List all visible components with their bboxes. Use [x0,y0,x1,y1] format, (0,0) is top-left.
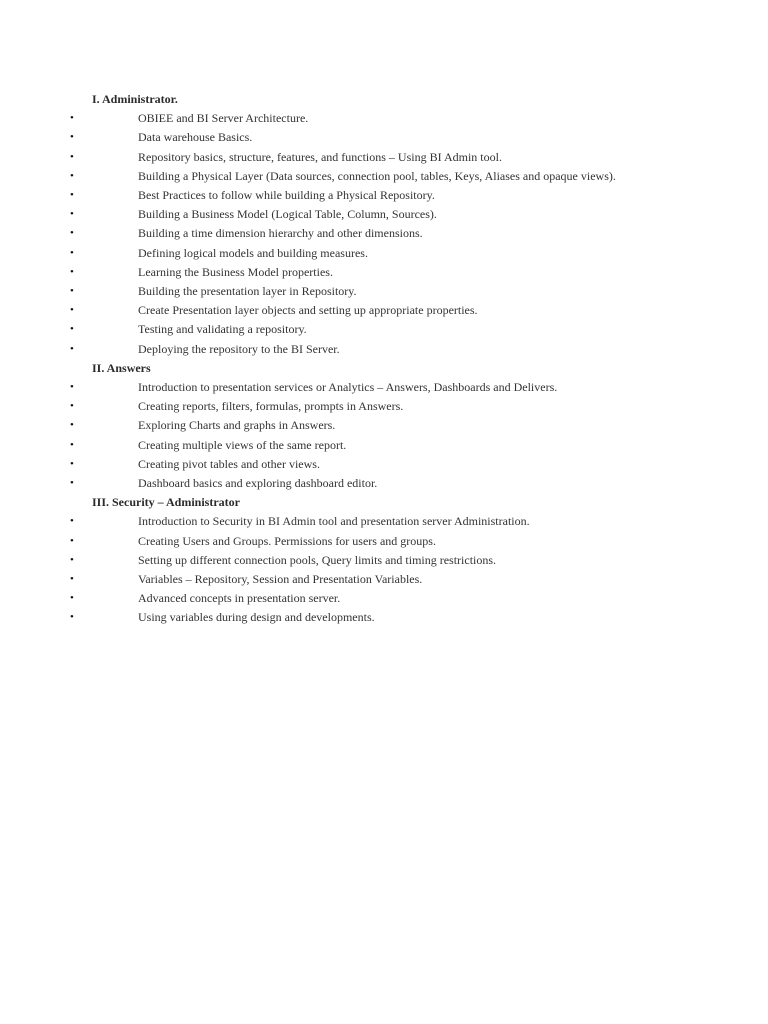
list-item-text: Introduction to Security in BI Admin tool and presentation server Administration. [138,514,530,529]
list-item [0,378,768,397]
bullet-icon: • [70,400,74,413]
bullet-icon: • [70,457,74,470]
bullet-icon: • [70,112,74,125]
list-item-text: Learning the Business Model properties. [138,264,333,279]
section-heading-security: III. Security – Administrator [92,495,240,510]
bullet-icon: • [70,323,74,336]
list-item-text: Best Practices to follow while building a Physical Repository. [138,188,435,202]
bullet-icon: • [70,150,74,163]
bullet-icon: • [70,131,74,144]
list-item-text: OBIEE and BI Server Architecture. [138,111,309,126]
list-item-text: Deploying the repository to the BI Server. [138,341,340,356]
list-item-text: Building a Business Model (Logical Table, Column, Sources). [138,207,437,222]
list-item [0,224,768,243]
list-item [0,589,768,608]
bullet-icon: • [70,534,74,547]
list-item-text: Setting up different connection pools, Query limits and timing restrictions. [138,552,497,567]
list-item-text: Data warehouse Basics. [138,130,253,145]
list-item-text: Using variables during design and developments. [138,610,375,625]
bullet-icon: • [70,419,74,432]
list-item [0,148,768,167]
list-item [0,244,768,263]
list-item [0,186,768,205]
bullet-icon: • [70,592,74,605]
list-item-text: Repository basics, structure, features, and functions – Using BI Admin tool. [138,149,502,164]
list-item [0,551,768,570]
bullet-icon: • [70,227,74,240]
list-item-text: Building a Physical Layer (Data sources, connection pool, tables, Keys, Aliases and opaque views). [138,168,616,183]
list-item-text: Creating multiple views of the same report. [138,437,347,452]
bullet-icon: • [70,611,74,624]
list-item [0,205,768,224]
list-item-text: Create Presentation layer objects and setting up appropriate properties. [138,303,478,318]
list-item [0,474,768,493]
bullet-icon: • [70,381,74,394]
list-item [0,128,768,147]
bullet-icon: • [70,265,74,278]
list-item [0,397,768,416]
bullet-icon: • [70,438,74,451]
list-item [0,109,768,128]
bullet-icon: • [70,285,74,298]
list-item [0,320,768,339]
list-item [0,436,768,455]
bullet-icon: • [70,304,74,317]
list-item-text: Building a time dimension hierarchy and other dimensions. [138,226,423,241]
list-item-text: Advanced concepts in presentation server. [138,591,341,606]
list-item-text: Creating pivot tables and other views. [138,456,320,471]
list-item-text: Variables – Repository, Session and Presentation Variables. [138,572,423,587]
bullet-icon: • [70,246,74,259]
list-item [0,512,768,531]
bullet-icon: • [70,553,74,566]
bullet-icon: • [70,169,74,182]
list-item-text: Introduction to presentation services or Analytics – Answers, Dashboards and Delivers. [138,380,558,395]
list-item-text: Creating Users and Groups. Permissions for users and groups. [138,533,436,548]
bullet-icon: • [70,573,74,586]
list-item [0,340,768,359]
list-item [0,263,768,282]
list-item [0,532,768,551]
list-item [0,167,768,186]
list-item-text: Building the presentation layer in Repository. [138,284,357,299]
bullet-icon: • [70,189,74,201]
list-item-text: Dashboard basics and exploring dashboard editor. [138,476,378,491]
bullet-icon: • [70,477,74,490]
list-item [0,301,768,320]
list-item [0,416,768,435]
list-item-text: Defining logical models and building measures. [138,245,368,260]
bullet-icon: • [70,342,74,355]
list-item-text: Exploring Charts and graphs in Answers. [138,418,336,433]
list-item-text: Creating reports, filters, formulas, prompts in Answers. [138,399,404,414]
bullet-icon: • [70,208,74,221]
section-heading-answers: II. Answers [92,360,151,375]
list-item-text: Testing and validating a repository. [138,322,307,337]
list-item [0,570,768,589]
section-heading-administrator: I. Administrator. [92,92,178,106]
list-item [0,282,768,301]
list-item [0,608,768,627]
list-item [0,455,768,474]
document-page [0,90,768,628]
bullet-icon: • [70,515,74,528]
